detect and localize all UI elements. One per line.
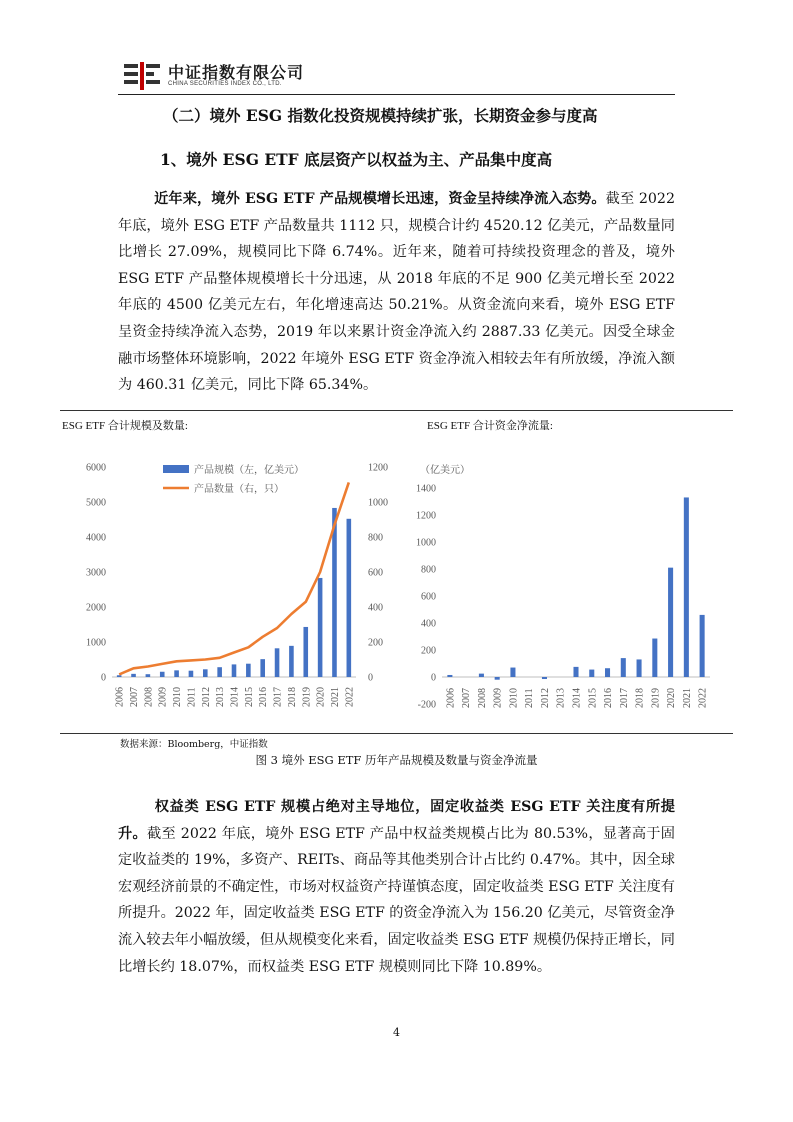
bar-net-flow	[589, 670, 594, 677]
bar-scale	[260, 659, 265, 677]
x-tick-label: 2019	[301, 687, 313, 707]
subsection-heading: 1、境外 ESG ETF 底层资产以权益为主、产品集中度高	[160, 150, 553, 169]
y-right-tick-label: 0	[368, 672, 373, 684]
y-right-tick-label: 600	[368, 567, 383, 579]
x-tick-label: 2007	[461, 688, 473, 708]
x-tick-label: 2018	[286, 687, 298, 707]
paragraph-1-lead: 近年来，境外 ESG ETF 产品规模增长迅速，资金呈持续净流入态势。	[154, 191, 606, 207]
x-tick-label: 2021	[681, 688, 693, 708]
bar-scale	[203, 669, 208, 677]
bar-net-flow	[668, 568, 673, 677]
x-tick-label: 2006	[114, 687, 126, 707]
bar-net-flow	[700, 615, 705, 677]
csi-logo-icon	[124, 62, 162, 90]
y-right-tick-label: 1000	[368, 497, 388, 509]
bar-scale	[275, 648, 280, 677]
bar-net-flow	[621, 658, 626, 677]
y-tick-label: 400	[421, 618, 436, 630]
y-left-tick-label: 6000	[86, 462, 106, 474]
x-tick-label: 2009	[492, 688, 504, 708]
bar-scale	[303, 627, 308, 677]
y-tick-label: 200	[421, 645, 436, 657]
bar-scale	[189, 671, 194, 677]
x-tick-label: 2018	[634, 688, 646, 708]
x-tick-label: 2014	[229, 687, 241, 707]
bar-scale	[146, 674, 151, 677]
y-left-tick-label: 5000	[86, 497, 106, 509]
y-left-tick-label: 3000	[86, 567, 106, 579]
bar-net-flow	[605, 668, 610, 677]
paragraph-2-lead: 权益类 ESG ETF 规模占绝对主导地位，固定收益类 ESG ETF 关注度有所提升。	[118, 799, 675, 842]
x-tick-label: 2015	[243, 687, 255, 707]
chart1-title: ESG ETF 合计规模及数量:	[62, 420, 188, 432]
bar-scale	[160, 672, 165, 677]
y-tick-label: 1400	[416, 483, 436, 495]
x-tick-label: 2020	[666, 688, 678, 708]
y-left-tick-label: 1000	[86, 637, 106, 649]
line-count	[119, 482, 349, 674]
y-tick-label: 1000	[416, 537, 436, 549]
header-rule	[118, 94, 675, 95]
page-header	[118, 58, 678, 92]
x-tick-label: 2017	[272, 687, 284, 707]
x-tick-label: 2007	[129, 687, 141, 707]
bar-scale	[289, 646, 294, 677]
figure-top-rule	[60, 410, 733, 411]
unit-label: （亿美元）	[420, 465, 470, 476]
x-tick-label: 2022	[697, 688, 709, 708]
y-right-tick-label: 400	[368, 602, 383, 614]
figure-caption: 图 3 境外 ESG ETF 历年产品规模及数量与资金净流量	[255, 753, 538, 767]
x-tick-label: 2014	[571, 688, 583, 708]
bar-net-flow	[652, 639, 657, 677]
paragraph-1	[118, 186, 675, 399]
legend-label-bar: 产品规模（左，亿美元）	[194, 465, 304, 476]
bar-scale	[347, 519, 352, 677]
company-name-cn: 中证指数有限公司	[168, 63, 305, 82]
x-tick-label: 2019	[650, 688, 662, 708]
chart-net-flow	[400, 450, 730, 730]
y-right-tick-label: 200	[368, 637, 383, 649]
legend-label-line: 产品数量（右，只）	[194, 484, 284, 495]
bar-scale	[117, 675, 122, 677]
x-tick-label: 2012	[200, 687, 212, 707]
x-tick-label: 2017	[618, 688, 630, 708]
paragraph-2-body: 截至 2022 年底，境外 ESG ETF 产品中权益类规模占比为 80.53%，显著高于固定收益类的 19%，多资产、REITs、商品等其他类别合计占比约 0.47%。其中，因全球宏观经济前景的不确定性，市场对权益资产持谨慎态度，固定收益类 ESG ETF 关注度有所提升。2022 年，固定收益类 ESG ETF 的资金净流入为 156.20 亿美元，尽管资金净流入较去年小幅放缓，但从规模变化来看，固定收益类 ESG ETF 规模仍保持正增长，同比增长约 18.07%，而权益类 ESG ETF 规模则同比下降 10.89%。	[118, 825, 675, 975]
page-number: 4	[393, 1026, 400, 1039]
chart-scale-and-count	[60, 450, 400, 730]
bar-scale	[232, 664, 237, 677]
y-tick-label: 0	[431, 672, 436, 684]
y-tick-label: 1200	[416, 510, 436, 522]
bar-net-flow	[510, 668, 515, 677]
bar-scale	[131, 674, 136, 677]
legend-swatch-bar	[163, 465, 189, 473]
bar-net-flow	[447, 675, 452, 677]
bar-net-flow	[573, 667, 578, 677]
x-tick-label: 2012	[539, 688, 551, 708]
x-tick-label: 2015	[587, 688, 599, 708]
x-tick-label: 2010	[172, 687, 184, 707]
paragraph-2	[118, 794, 675, 980]
chart2-title: ESG ETF 合计资金净流量:	[427, 420, 553, 432]
company-name-en: CHINA SECURITIES INDEX CO., LTD.	[168, 81, 282, 87]
data-source: 数据来源：Bloomberg，中证指数	[120, 739, 268, 750]
y-left-tick-label: 2000	[86, 602, 106, 614]
x-tick-label: 2006	[445, 688, 457, 708]
x-tick-label: 2016	[258, 687, 270, 707]
bar-scale	[318, 578, 323, 677]
y-left-tick-label: 0	[101, 672, 106, 684]
y-tick-label: 800	[421, 564, 436, 576]
x-tick-label: 2022	[344, 687, 356, 707]
paragraph-1-body: 截至 2022 年底，境外 ESG ETF 产品数量共 1112 只，规模合计约 4520.12 亿美元，产品数量同比增长 27.09%，规模同比下降 6.74%。近年来，随着可持续投资理念的普及，境外 ESG ETF 产品整体规模增长十分迅速，从 2018 年底的不足 900 亿美元增长至 2022 年底的 4500 亿美元左右，年化增速高达 50.21%。从资金流向来看，境外 ESG ETF 呈资金持续净流入态势，2019 年以来累计资金净流入约 2887.33 亿美元。因受全球金融市场整体环境影响，2022 年境外 ESG ETF 资金净流入相较去年有所放缓，净流入额为 460.31 亿美元，同比下降 65.34%。	[118, 191, 675, 394]
x-tick-label: 2011	[524, 688, 536, 708]
x-tick-label: 2020	[315, 687, 327, 707]
x-tick-label: 2011	[186, 687, 198, 707]
x-tick-label: 2010	[508, 688, 520, 708]
figure-bottom-rule	[60, 733, 733, 734]
section-heading: （二）境外 ESG 指数化投资规模持续扩张，长期资金参与度高	[163, 106, 598, 125]
bar-scale	[217, 667, 222, 677]
x-tick-label: 2013	[555, 688, 567, 708]
y-right-tick-label: 800	[368, 532, 383, 544]
x-tick-label: 2008	[476, 688, 488, 708]
bar-net-flow	[684, 497, 689, 677]
y-tick-label: -200	[417, 699, 436, 711]
x-tick-label: 2008	[143, 687, 155, 707]
y-tick-label: 600	[421, 591, 436, 603]
bar-scale	[174, 670, 179, 677]
bar-net-flow	[479, 674, 484, 677]
x-tick-label: 2009	[157, 687, 169, 707]
bar-scale	[246, 664, 251, 677]
y-left-tick-label: 4000	[86, 532, 106, 544]
bar-net-flow	[637, 659, 642, 677]
y-right-tick-label: 1200	[368, 462, 388, 474]
bar-net-flow	[542, 677, 547, 679]
x-tick-label: 2016	[603, 688, 615, 708]
x-tick-label: 2013	[215, 687, 227, 707]
bar-net-flow	[495, 677, 500, 680]
x-tick-label: 2021	[329, 687, 341, 707]
